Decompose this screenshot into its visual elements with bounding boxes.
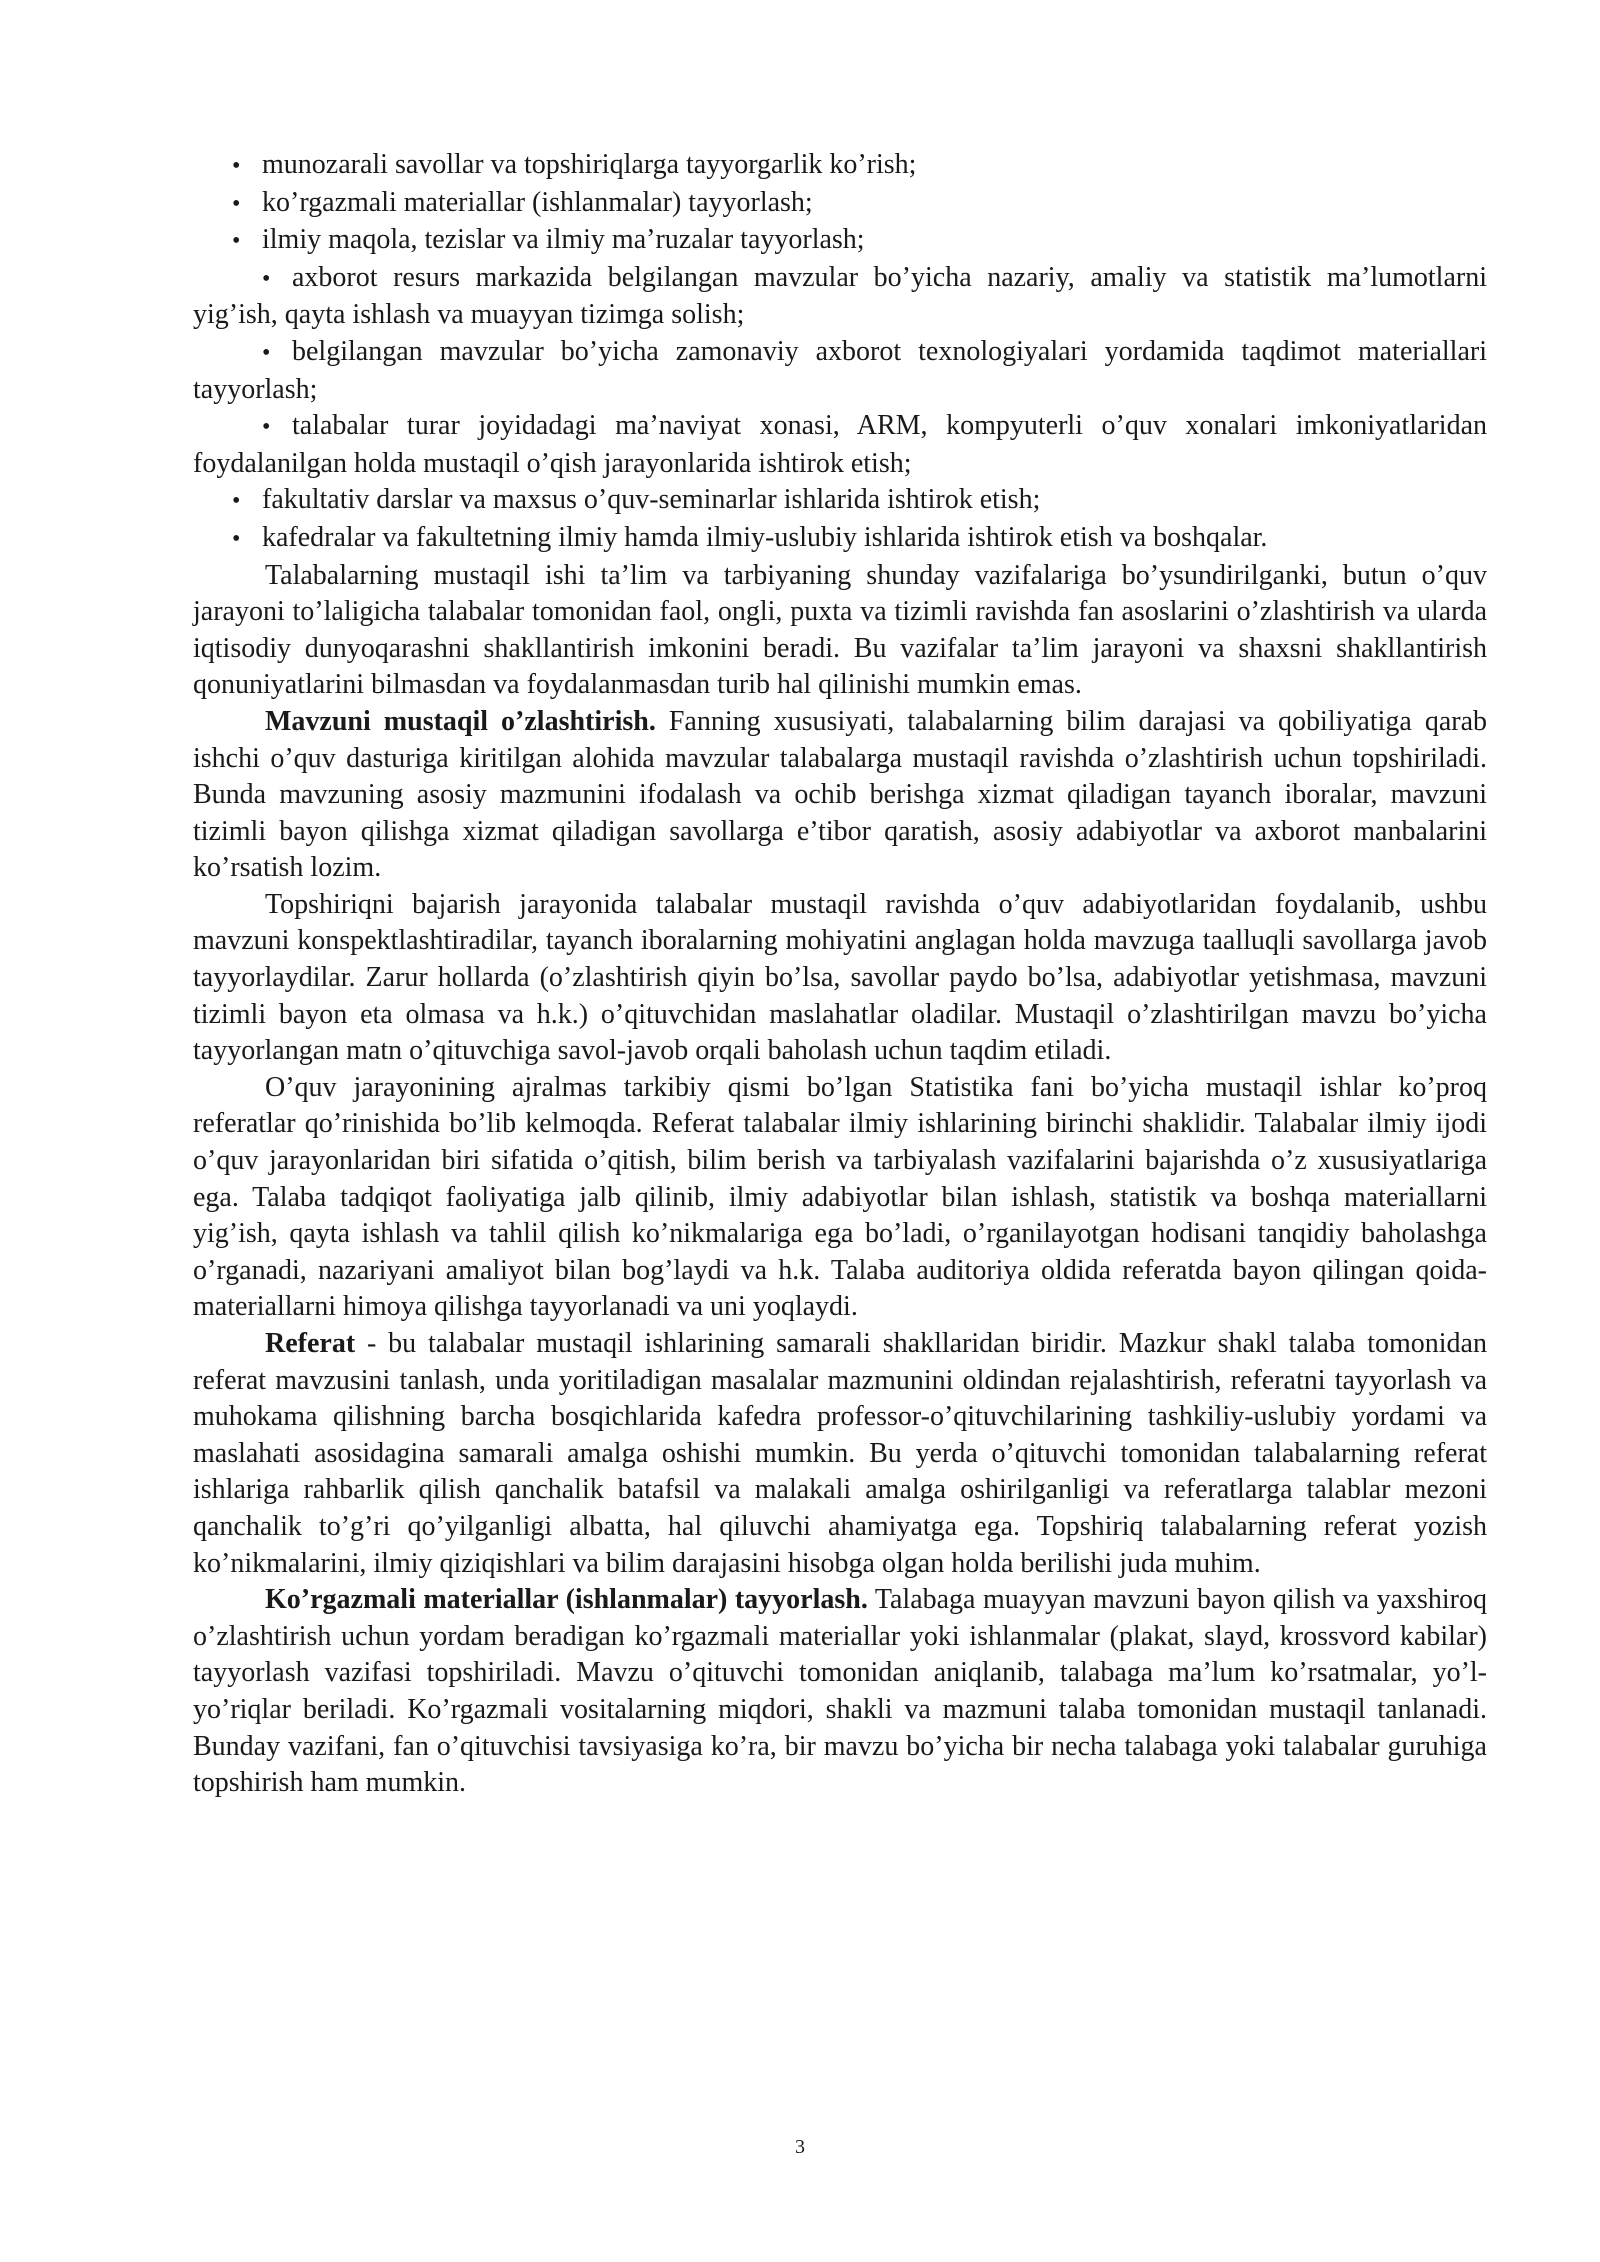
paragraph-heading: Referat [265, 1328, 356, 1359]
paragraph [193, 1070, 1487, 1326]
bullet-icon: • [232, 153, 241, 179]
page-number: 3 [795, 2136, 805, 2158]
bullet-icon: • [262, 339, 271, 366]
list-item [193, 222, 1487, 260]
paragraph-text: Talabaga muayyan mavzuni bayon qilish va yaxshiroq o’zlashtirish uchun yordam beradigan ko’rgazmali materiallar yoki ishlanmalar (plakat, slayd, krossvord kabilar) tayyorlash vazifasi topshiriladi. Mavzu o’qituvchi tomonidan aniqlanib, talabaga ma’lum ko’rsatmalar, yo’l-yo’riqlar beriladi. Ko’rgazmali vositalarning miqdori, shakli va mazmuni talaba tomonidan mustaqil tanlanadi. Bunday vazifani, fan o’qituvchisi tavsiyasiga ko’ra, bir mavzu bo’yicha bir necha talabaga yoki talabalar guruhiga topshirish ham mumkin. [193, 1584, 1487, 1799]
paragraph-heading: Ko’rgazmali materiallar (ishlanmalar) tayyorlash. [265, 1584, 868, 1616]
list-item [193, 482, 1487, 520]
bullet-icon: • [262, 414, 271, 441]
paragraph [193, 887, 1487, 1070]
bullet-icon: • [232, 488, 241, 515]
bullet-icon: • [232, 525, 241, 552]
list-item [193, 260, 1487, 334]
paragraph [193, 704, 1487, 887]
paragraph-text: Fanning xususiyati, talabalarning bilim darajasi va qobiliyatiga qarab ishchi o’quv dasturiga kiritilgan alohida mavzular talabalarga mustaqil ravishda o’zlashtirish uchun topshiriladi. Bunda mavzuning asosiy mazmunini ifodalash va ochib berishga xizmat qiladigan tayanch iboralar, mavzuni tizimli bayon qilishga xizmat qiladigan savollarga e’tibor qaratish, asosiy adabiyotlar va axborot manbalarini ko’rsatish lozim. [193, 705, 1487, 884]
paragraph-heading: Mavzuni mustaqil o’zlashtirish. [265, 705, 656, 737]
bullet-icon: • [232, 190, 241, 217]
paragraph [193, 1326, 1487, 1582]
list-item-text: fakultativ darslar va maxsus o’quv-seminarlar ishlarida ishtirok etish; [262, 484, 1041, 516]
paragraph [193, 1582, 1487, 1802]
list-item-text: ilmiy maqola, tezislar va ilmiy ma’ruzalar tayyorlash; [262, 224, 865, 256]
list-item-text: talabalar turar joyidadagi ma’naviyat xonasi, ARM, kompyuterli o’quv xonalari imkoniyatlaridan foydalanilgan holda mustaqil o’qish jarayonlarida ishtirok etish; [193, 410, 1487, 479]
list-item [193, 520, 1487, 558]
document-page [193, 147, 1487, 1802]
bullet-list [193, 147, 1487, 558]
paragraph-text: Talabalarning mustaqil ishi ta’lim va tarbiyaning shunday vazifalariga bo’ysundirilganki, butun o’quv jarayoni to’laligicha talabalar tomonidan faol, ongli, puxta va tizimli ravishda fan asoslarini o’zlashtirish va ularda iqtisodiy dunyoqarashni shakllantirish imkonini beradi. Bu vazifalar ta’lim jarayoni va shaxsni shakllantirish qonuniyatlarini bilmasdan va foydalanmasdan turib hal qilinishi mumkin emas. [193, 559, 1487, 701]
bullet-icon: • [232, 228, 241, 255]
list-item-text: kafedralar va fakultetning ilmiy hamda ilmiy-uslubiy ishlarida ishtirok etish va boshqalar. [262, 521, 1268, 553]
list-item [193, 185, 1487, 223]
paragraph-text: - bu talabalar mustaqil ishlarining samarali shakllaridan biridir. Mazkur shakl talaba tomonidan referat mavzusini tanlash, unda yoritiladigan masalalar mazmunini oldindan rejalashtirish, referatni tayyorlash va muhokama qilishning barcha bosqichlarida kafedra professor-o’qituvchilarining tashkiliy-uslubiy yordami va maslahati asosidagina samarali amalga oshishi mumkin. Bu yerda o’qituvchi tomonidan talabalarning referat ishlariga rahbarlik qilish qanchalik batafsil va malakali amalga oshirilganligi va referatlarga talablar mezoni qanchalik to’g’ri qo’yilganligi albatta, hal qiluvchi ahamiyatga ega. Topshiriq talabalarning referat yozish ko’nikmalarini, ilmiy qiziqishlari va bilim darajasini hisobga olgan holda berilishi juda muhim. [193, 1328, 1487, 1579]
list-item-text: munozarali savollar va topshiriqlarga tayyorgarlik ko’rish; [262, 149, 917, 180]
paragraph-text: O’quv jarayonining ajralmas tarkibiy qismi bo’lgan Statistika fani bo’yicha mustaqil ishlar ko’proq referatlar qo’rinishida bo’lib kelmoqda. Referat talabalar ilmiy ishlarining birinchi shaklidir. Talabalar ilmiy ijodi o’quv jarayonlaridan biri sifatida o’qitish, bilim berish va tarbiyalash vazifalarini bajarishda o’z xususiyatlariga ega. Talaba tadqiqot faoliyatiga jalb qilinib, ilmiy adabiyotlar bilan ishlash, statistik va boshqa materiallarni yig’ish, qayta ishlash va tahlil qilish ko’nikmalariga ega bo’ladi, o’rganilayotgan hodisani tanqidiy baholashga o’rganadi, nazariyani amaliyot bilan bog’laydi va h.k. Talaba auditoriya oldida referatda bayon qilingan qoida-materiallarni himoya qilishga tayyorlanadi va uni yoqlaydi. [193, 1071, 1487, 1323]
list-item [193, 334, 1487, 408]
list-item-text: axborot resurs markazida belgilangan mavzular bo’yicha nazariy, amaliy va statistik ma’lumotlarni yig’ish, qayta ishlash va muayyan tizimga solish; [193, 261, 1487, 331]
bullet-icon: • [262, 265, 271, 292]
paragraph [193, 558, 1487, 704]
list-item-text: belgilangan mavzular bo’yicha zamonaviy axborot texnologiyalari yordamida taqdimot materiallari tayyorlash; [193, 335, 1487, 405]
paragraph-text: Topshiriqni bajarish jarayonida talabalar mustaqil ravishda o’quv adabiyotlaridan foydalanib, ushbu mavzuni konspektlashtiradilar, tayanch iboralarning mohiyatini anglagan holda mavzuga taalluqli savollarga javob tayyorlaydilar. Zarur hollarda (o’zlashtirish qiyin bo’lsa, savollar paydo bo’lsa, adabiyotlar yetishmasa, mavzuni tizimli bayon eta olmasa va h.k.) o’qituvchidan maslahatlar oladilar. Mustaqil o’zlashtirilgan mavzu bo’yicha tayyorlangan matn o’qituvchiga savol-javob orqali baholash uchun taqdim etiladi. [193, 888, 1487, 1067]
list-item-text: ko’rgazmali materiallar (ishlanmalar) tayyorlash; [262, 186, 813, 218]
list-item [193, 147, 1487, 185]
list-item [193, 408, 1487, 482]
